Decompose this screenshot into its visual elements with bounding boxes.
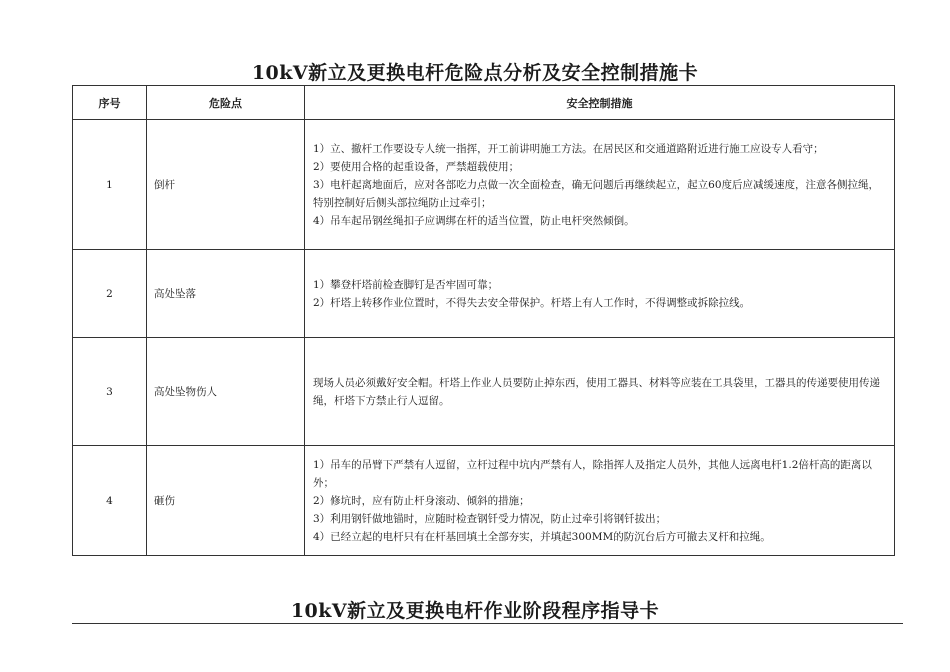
row-measures (305, 446, 895, 556)
row-measures (305, 250, 895, 338)
row-measures (305, 120, 895, 250)
measure-line: 2）要使用合格的起重设备，严禁超载使用； (313, 160, 520, 173)
header-risk: 危险点 (147, 86, 305, 120)
measure-line: 2）杆塔上转移作业位置时，不得失去安全带保护。杆塔上有人工作时，不得调整或拆除拉线。 (313, 296, 751, 309)
row-no: 1 (73, 120, 147, 250)
row-no: 2 (73, 250, 147, 338)
row-risk: 高处坠物伤人 (147, 338, 305, 446)
measure-line: 4）吊车起吊钢丝绳扣子应调绑在杆的适当位置，防止电杆突然倾倒。 (313, 214, 635, 227)
table-row (73, 250, 895, 338)
risk-control-table (72, 85, 895, 556)
row-risk: 倒杆 (147, 120, 305, 250)
document-title: 10kV新立及更换电杆危险点分析及安全控制措施卡 (251, 62, 699, 84)
table-row (73, 446, 895, 556)
table-header-row (73, 86, 895, 120)
row-measures (305, 338, 895, 446)
measure-line: 现场人员必须戴好安全帽。杆塔上作业人员要防止掉东西，使用工器具、材料等应装在工具袋里，工器具的传递要使用传递绳，杆塔下方禁止行人逗留。 (313, 376, 880, 407)
table-row (73, 338, 895, 446)
header-measure: 安全控制措施 (305, 86, 895, 120)
measure-line: 1）立、撤杆工作要设专人统一指挥，开工前讲明施工方法。在居民区和交通道路附近进行施工应设专人看守； (313, 142, 824, 155)
second-card-title: 10kV新立及更换电杆作业阶段程序指导卡 (290, 600, 660, 622)
measure-line: 1）吊车的吊臂下严禁有人逗留，立杆过程中坑内严禁有人，除指挥人及指定人员外，其他人远离电杆1.2倍杆高的距离以外； (313, 458, 872, 489)
row-no: 3 (73, 338, 147, 446)
measure-line: 3）电杆起离地面后，应对各部吃力点做一次全面检查，确无问题后再继续起立，起立60度后应减缓速度，注意各侧拉绳，特别控制好后侧头部拉绳防止过牵引； (313, 178, 880, 209)
header-no: 序号 (73, 86, 147, 120)
table-top-rule (72, 623, 903, 624)
table-row (73, 120, 895, 250)
measure-line: 2）修坑时，应有防止杆身滚动、倾斜的措施； (313, 494, 530, 507)
measure-line: 4）已经立起的电杆只有在杆基回填土全部夯实，并填起300MM的防沉台后方可撤去叉杆和拉绳。 (313, 530, 771, 543)
row-risk: 高处坠落 (147, 250, 305, 338)
measure-line: 1）攀登杆塔前检查脚钉是否牢固可靠； (313, 278, 499, 291)
row-risk: 砸伤 (147, 446, 305, 556)
measure-line: 3）利用钢钎做地锚时，应随时检查钢钎受力情况，防止过牵引将钢钎拔出； (313, 512, 667, 525)
row-no: 4 (73, 446, 147, 556)
